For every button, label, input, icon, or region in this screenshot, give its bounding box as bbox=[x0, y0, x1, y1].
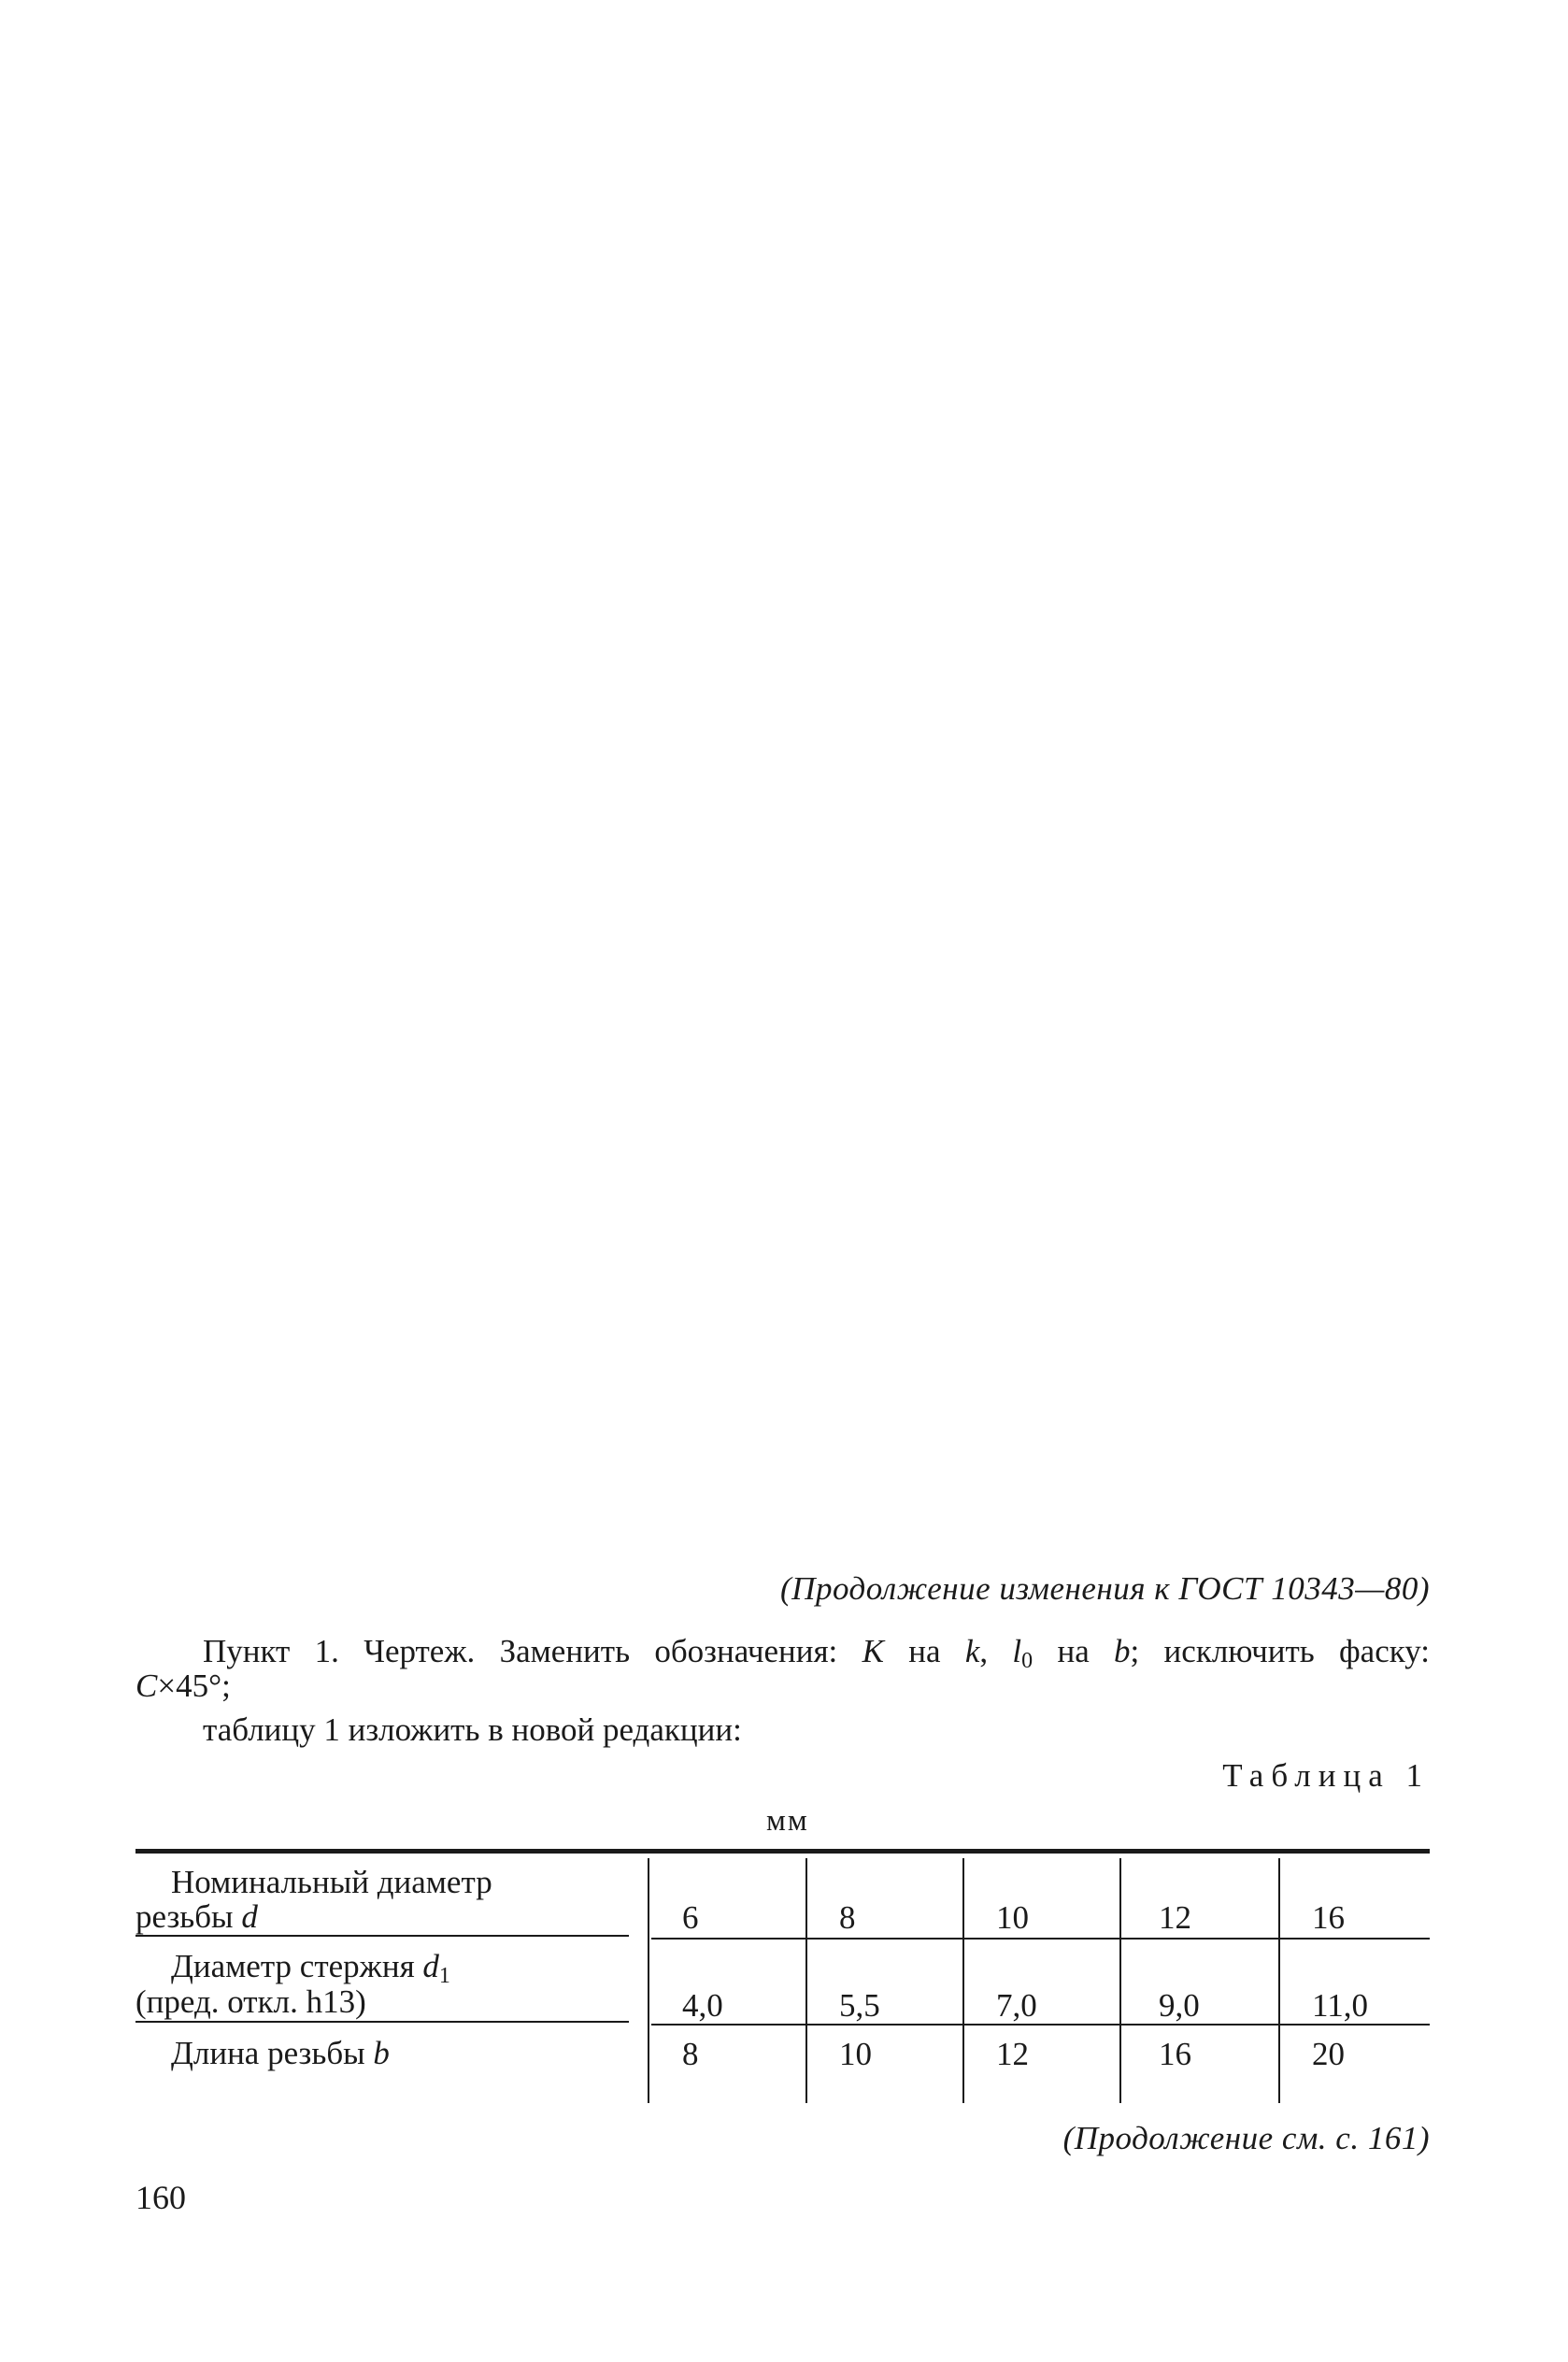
row-1-values-underline bbox=[651, 1938, 1430, 1940]
row-1-label-underline bbox=[135, 1935, 629, 1937]
p1-chamfer-text: ×45°; bbox=[157, 1668, 231, 1704]
p1-text-3: , bbox=[979, 1633, 1013, 1669]
column-divider bbox=[1278, 1858, 1280, 2103]
row-2-values-underline bbox=[651, 2024, 1430, 2026]
row-3-value-2: 10 bbox=[839, 2036, 872, 2072]
p1-symbol-l-subscript: 0 bbox=[1021, 1649, 1033, 1673]
row-2-label-underline bbox=[135, 2021, 629, 2023]
row-3-value-4: 16 bbox=[1159, 2036, 1191, 2072]
p1-text-5: ; исключить фаску: bbox=[1130, 1633, 1431, 1669]
continuation-header: (Продолжение изменения к ГОСТ 10343—80) bbox=[780, 1570, 1430, 1607]
table-top-rule bbox=[135, 1849, 1430, 1854]
row-1-label-line-1: Номинальный диаметр bbox=[171, 1864, 492, 1900]
row-1-label-line-2 bbox=[135, 1899, 258, 1934]
row-2-value-2: 5,5 bbox=[839, 1987, 880, 2024]
row-2-label-symbol: d bbox=[422, 1948, 439, 1984]
row-1-value-3: 10 bbox=[996, 1899, 1029, 1936]
row-1-value-1: 6 bbox=[682, 1899, 699, 1936]
p1-text-2: на bbox=[883, 1633, 965, 1669]
p1-symbol-l: l bbox=[1012, 1633, 1022, 1669]
column-divider bbox=[1119, 1858, 1121, 2103]
row-1-value-2: 8 bbox=[839, 1899, 856, 1936]
row-2-label-text: Диаметр стержня bbox=[171, 1948, 423, 1984]
paragraph-2: таблицу 1 изложить в новой редакции: bbox=[203, 1711, 742, 1748]
row-3-value-3: 12 bbox=[996, 2036, 1029, 2072]
p1-text-4: на bbox=[1033, 1633, 1115, 1669]
row-1-label-text: резьбы bbox=[135, 1898, 242, 1935]
row-2-label-subscript: 1 bbox=[438, 1964, 450, 1988]
row-1-value-4: 12 bbox=[1159, 1899, 1191, 1936]
row-2-value-3: 7,0 bbox=[996, 1987, 1037, 2024]
paragraph-1-line-2 bbox=[135, 1668, 1430, 1703]
continuation-footer: (Продолжение см. с. 161) bbox=[1062, 2120, 1430, 2156]
column-divider bbox=[648, 1858, 649, 2103]
table-unit: мм bbox=[766, 1804, 809, 1838]
table-title: Таблица 1 bbox=[1222, 1757, 1430, 1794]
row-2-value-1: 4,0 bbox=[682, 1987, 723, 2024]
p1-symbol-C: C bbox=[135, 1668, 158, 1704]
p1-symbol-k: k bbox=[964, 1633, 980, 1669]
page-number: 160 bbox=[135, 2179, 186, 2216]
row-1-label-symbol: d bbox=[241, 1898, 258, 1935]
row-2-value-4: 9,0 bbox=[1159, 1987, 1200, 2024]
row-3-label-symbol: b bbox=[373, 2035, 390, 2071]
row-3-value-1: 8 bbox=[682, 2036, 699, 2072]
p1-symbol-b: b bbox=[1114, 1633, 1131, 1669]
p1-symbol-K: K bbox=[862, 1633, 884, 1669]
row-1-value-5: 16 bbox=[1312, 1899, 1345, 1936]
column-divider bbox=[805, 1858, 807, 2103]
row-2-label-line-2: (пред. откл. h13) bbox=[135, 1983, 366, 2020]
p1-text-1: Пункт 1. Чертеж. Заменить обозначения: bbox=[203, 1633, 862, 1669]
column-divider bbox=[962, 1858, 964, 2103]
row-3-value-5: 20 bbox=[1312, 2036, 1345, 2072]
row-2-value-5: 11,0 bbox=[1312, 1987, 1368, 2024]
row-3-label bbox=[171, 2036, 390, 2070]
row-3-label-text: Длина резьбы bbox=[171, 2035, 374, 2071]
